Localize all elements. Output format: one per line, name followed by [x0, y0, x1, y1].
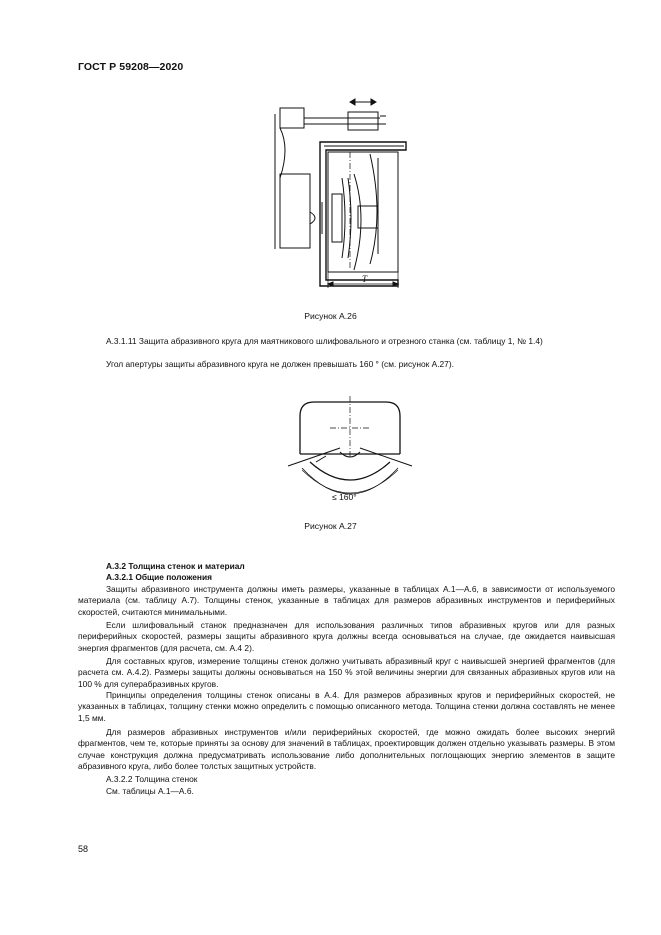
paragraph-3: Для составных кругов, измерение толщины стенок должно учитывать абразивный круг с наивысшей энергией фрагментов (для расчета см. А.4.2). Размеры защиты должны основываться на 150 % этой величины энергии для связанных абразивных кругов или на 100 % для суперабразивных кругов.	[78, 656, 615, 689]
paragraph-tables-ref: См. таблицы А.1—А.6.	[106, 786, 194, 796]
paragraph-aperture: Угол апертуры защиты абразивного круга не должен превышать 160 ° (см. рисунок А.27).	[106, 359, 454, 369]
document-header: ГОСТ Р 59208—2020	[78, 61, 184, 73]
dimension-t-label: T	[362, 274, 368, 284]
figure-a26-drawing	[270, 94, 430, 294]
paragraph-a3111: А.3.1.11 Защита абразивного круга для маятникового шлифовального и отрезного станка (см. таблицу 1, № 1.4)	[106, 336, 543, 346]
paragraph-2: Если шлифовальный станок предназначен для использования различных типов абразивных кругов или для разных периферийных скоростей, размеры защиты абразивного круга должны всегда основываться на случае, где ожидается наивысшая энергия фрагментов (для расчета, см. А.4 2).	[78, 620, 615, 653]
page-number: 58	[78, 844, 89, 854]
subsection-heading-a321: А.3.2.1 Общие положения	[106, 572, 212, 582]
paragraph-4: Принципы определения толщины стенок описаны в А.4. Для размеров абразивных кругов и периферийных скоростей, не указанных в таблицах, толщину стенки можно определить с помощью описанного метода. Толщина стенки должна составлять не менее 1,5 мм.	[78, 690, 615, 723]
figure-a27-caption: Рисунок А.27	[304, 521, 357, 531]
section-heading-a32: А.3.2 Толщина стенок и материал	[106, 561, 245, 571]
subsection-heading-a322: А.3.2.2 Толщина стенок	[106, 774, 198, 784]
angle-label: ≤ 160°	[332, 492, 357, 502]
figure-a26-caption: Рисунок А.26	[304, 311, 357, 321]
figure-a27-drawing	[280, 396, 420, 508]
paragraph-1: Защиты абразивного инструмента должны иметь размеры, указанные в таблицах А.1—А.6, в зависимости от используемого материала (см. таблицу А.7). Толщины стенок, указанные в таблицах для размеров абразивных инструментов и периферийных скоростей, считаются минимальными.	[78, 584, 615, 617]
paragraph-5: Для размеров абразивных инструментов и/или периферийных скоростей, где можно ожидать более высоких энергий фрагментов, чем те, которые приняты за основу для значений в таблицах, проектировщик должен отдельно указывать размеры. В этом случае конструкция должна предусматривать использование либо дополнительных поглощающих энергию элементов в защите абразивного круга, либо более толстых защитных устройств.	[78, 727, 615, 772]
